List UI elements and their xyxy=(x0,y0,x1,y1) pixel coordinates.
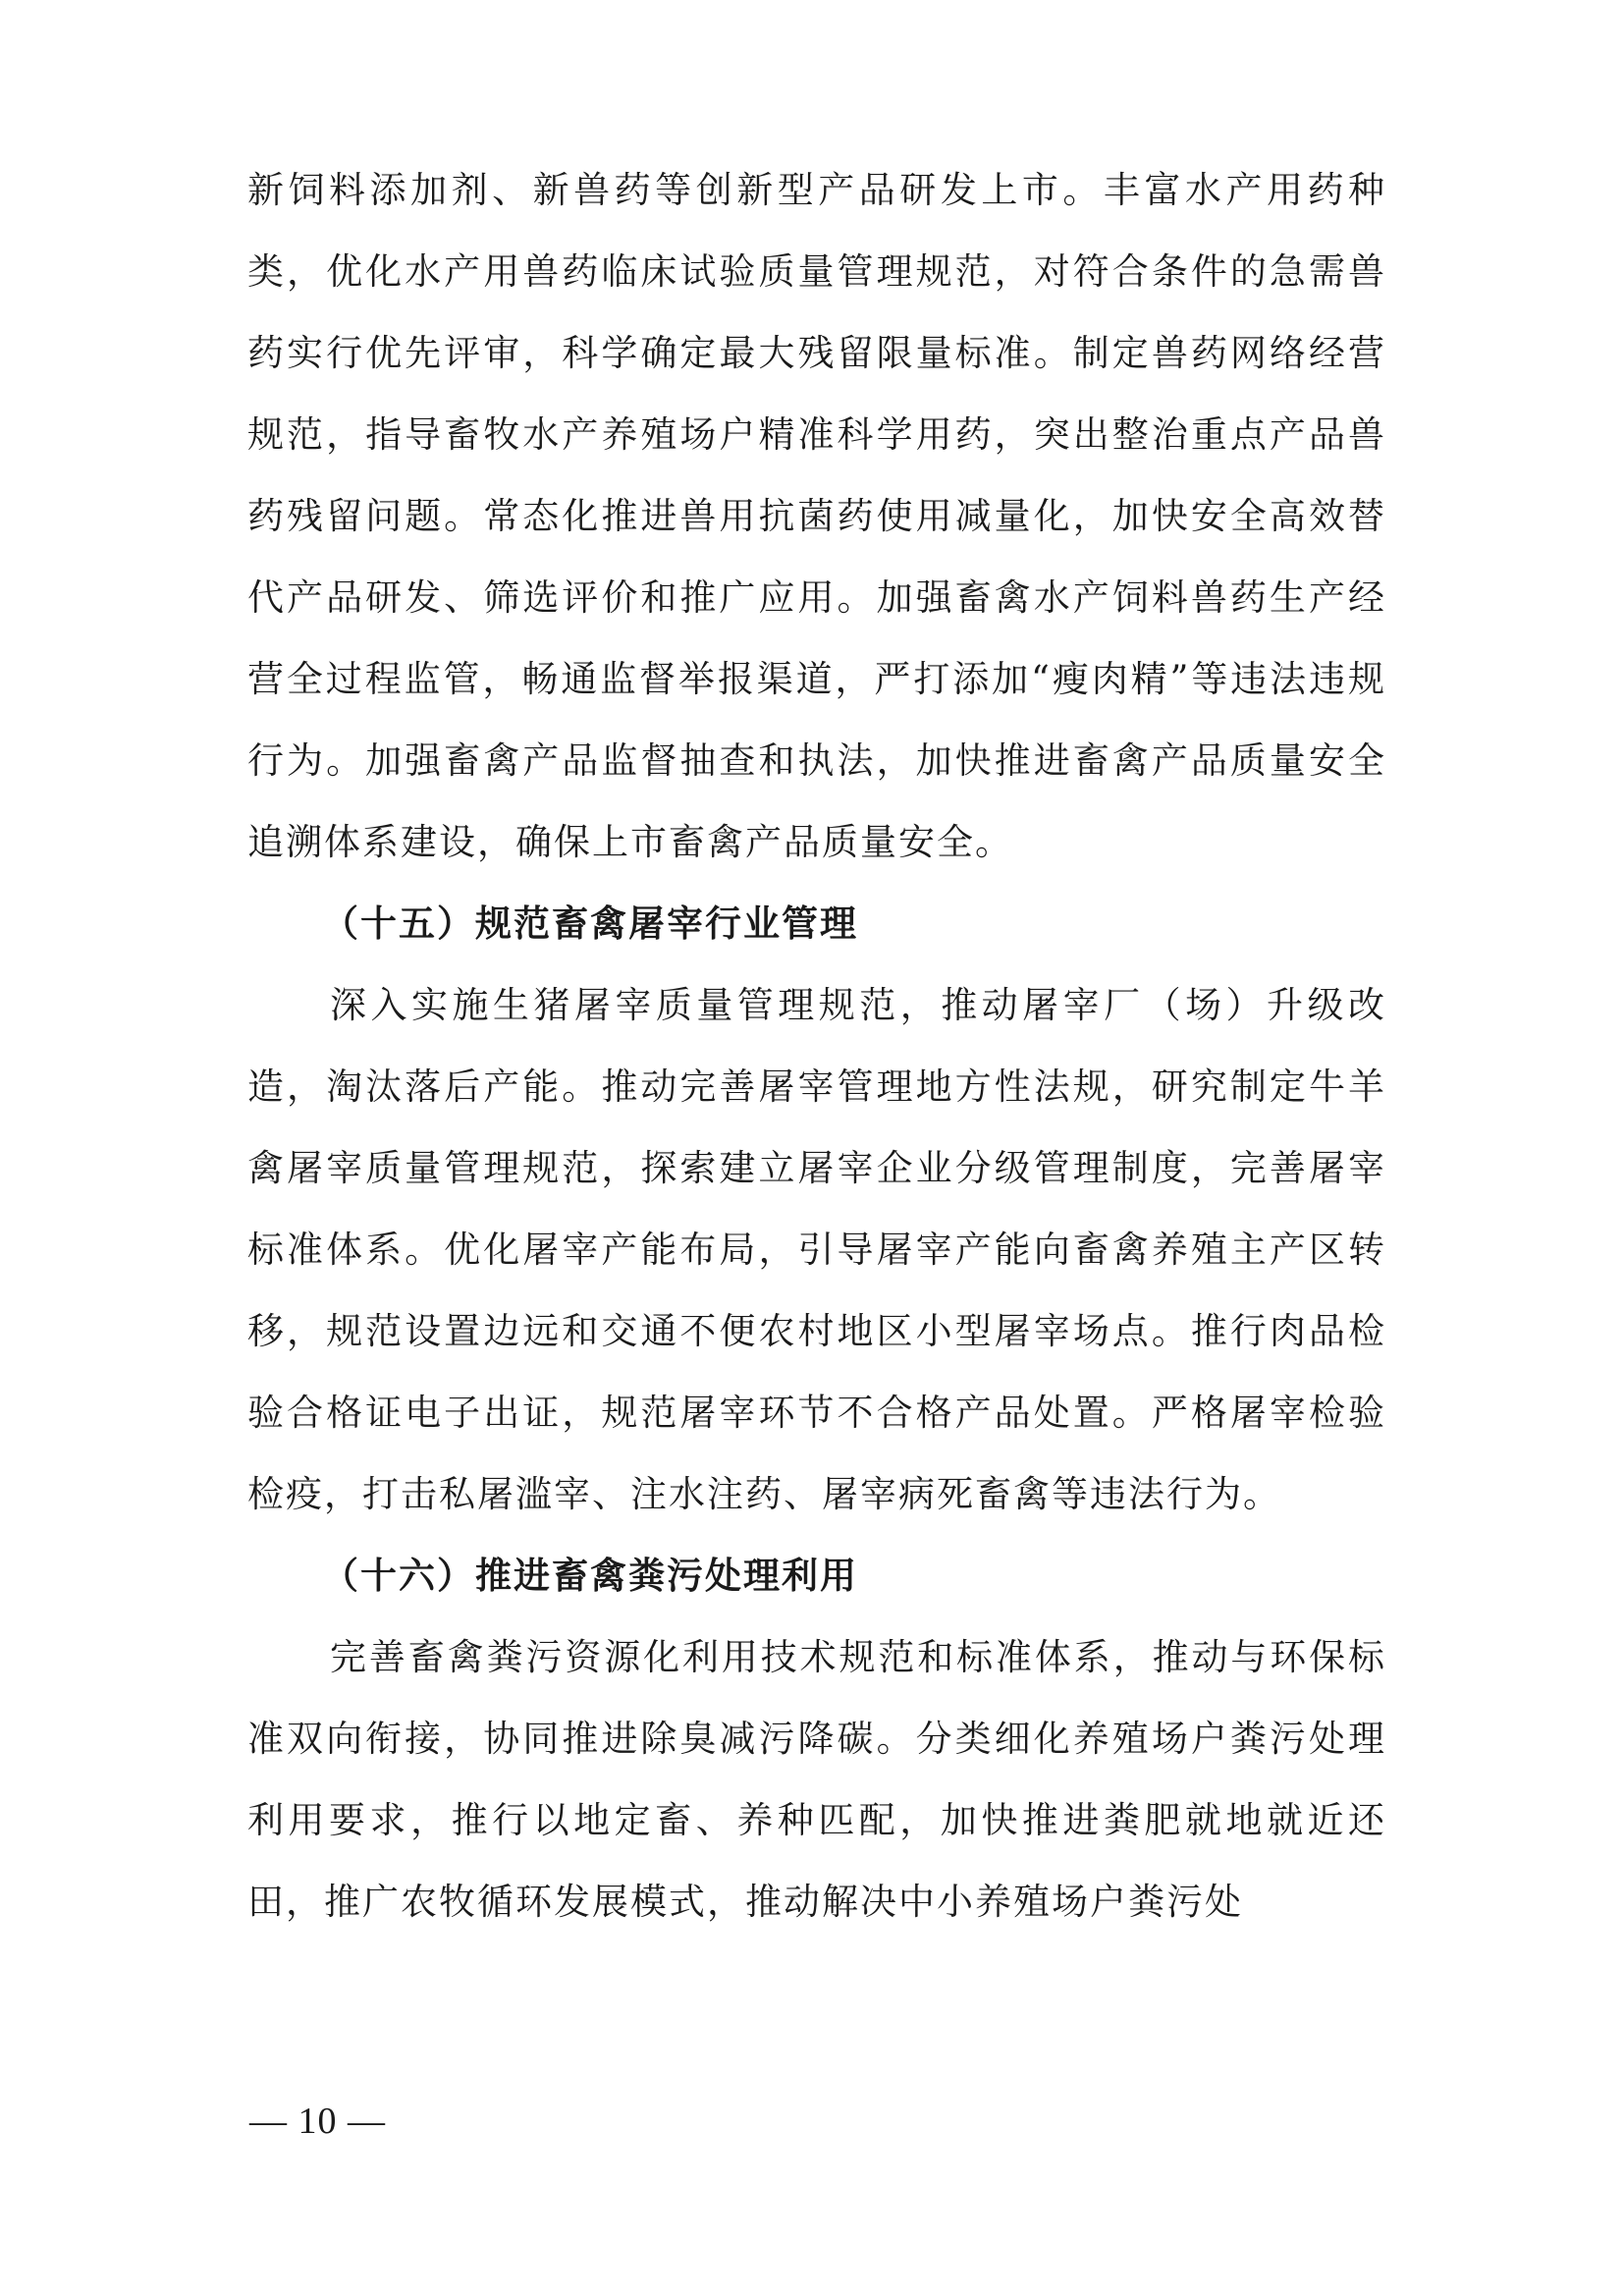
body-text-block xyxy=(247,149,1386,1942)
page-number: — 10 — xyxy=(249,2101,386,2142)
paragraph-continued: 新饲料添加剂、新兽药等创新型产品研发上市。丰富水产用药种类，优化水产用兽药临床试验质量管理规范，对符合条件的急需兽药实行优先评审，科学确定最大残留限量标准。制定兽药网络经营规范，指导畜牧水产养殖场户精准科学用药，突出整治重点产品兽药残留问题。常态化推进兽用抗菌药使用减量化，加快安全高效替代产品研发、筛选评价和推广应用。加强畜禽水产饲料兽药生产经营全过程监管，畅通监督举报渠道，严打添加“瘦肉精”等违法违规行为。加强畜禽产品监督抽查和执法，加快推进畜禽产品质量安全追溯体系建设，确保上市畜禽产品质量安全。 xyxy=(247,169,1386,863)
section-heading-15: （十五）规范畜禽屠宰行业管理 xyxy=(322,902,858,945)
paragraph-manure: 完善畜禽粪污资源化利用技术规范和标准体系，推动与环保标准双向衔接，协同推进除臭减污降碳。分类细化养殖场户粪污处理利用要求，推行以地定畜、养种匹配，加快推进粪肥就地就近还田，推广农牧循环发展模式，推动解决中小养殖场户粪污处 xyxy=(247,1636,1386,1923)
paragraph-slaughter: 深入实施生猪屠宰质量管理规范，推动屠宰厂（场）升级改造，淘汰落后产能。推动完善屠宰管理地方性法规，研究制定牛羊禽屠宰质量管理规范，探索建立屠宰企业分级管理制度，完善屠宰标准体系。优化屠宰产能布局，引导屠宰产能向畜禽养殖主产区转移，规范设置边远和交通不便农村地区小型屠宰场点。推行肉品检验合格证电子出证，规范屠宰环节不合格产品处置。严格屠宰检验检疫，打击私屠滥宰、注水注药、屠宰病死畜禽等违法行为。 xyxy=(247,984,1386,1515)
section-heading-16: （十六）推进畜禽粪污处理利用 xyxy=(322,1555,858,1597)
